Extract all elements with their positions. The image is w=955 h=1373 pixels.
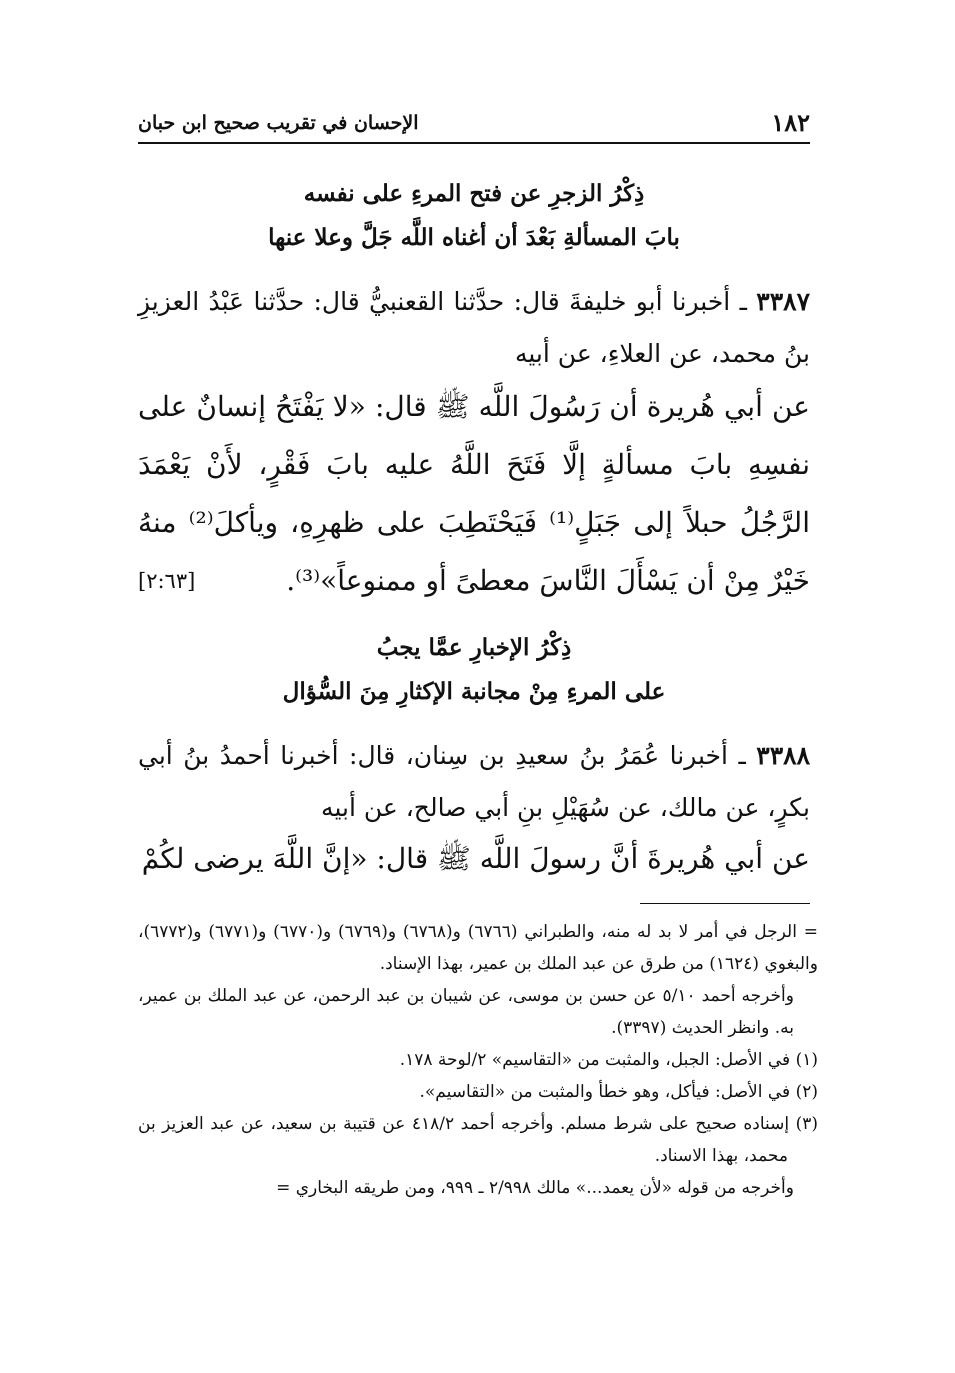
footnote-3: (٣) إسناده صحيح على شرط مسلم. وأخرجه أحمد ٤١٨/٢ عن قتيبة بن سعيد، عن عبد العزيز بن محمد، بهذا الاسناد. [138,1114,818,1166]
hadith-number: ٣٣٨٧ [756,287,810,316]
section-1-heading [138,172,810,260]
section-1-title-line-2: بابَ المسألةِ بَعْدَ أن أغناه اللَّه جَلَّ وعلا عنها [268,224,680,251]
source-reference: [٢:٦٣] [138,569,196,593]
header-divider [138,142,810,144]
hadith-number: ٣٣٨٨ [756,741,810,770]
isnad-text: ـ أخبرنا أبو خليفةَ قال: حدَّثنا القعنبيُّ قال: حدَّثنا عَبْدُ العزيزِ بنُ محمد، عن العلاءِ، عن أبيه [138,287,810,368]
section-2-title-line-2: على المرءِ مِنْ مجانبة الإكثارِ مِنَ السُّؤال [282,678,666,705]
matn-text: عن أبي هُريرة أن رَسُولَ اللَّه ﷺ قال: «لا يَفْتَحُ إنسانٌ على نفسِهِ بابَ مسألةٍ إلَّا فَتَحَ اللَّهُ عليه بابَ فَقْرٍ، لأَنْ يَعْمَدَ الرَّجُلُ حبلاً إلى جَبَلٍ⁽¹⁾ فَيَحْتَطِبَ على ظهرِهِ، ويأكلَ⁽²⁾ منهُ خَيْرٌ مِنْ أن يَسْأَلَ النَّاسَ معطىً أو ممنوعاً»⁽³⁾. [138,390,810,597]
hadith-3387-matn [138,378,810,610]
page-number: ١٨٢ [771,108,810,137]
isnad-text: ـ أخبرنا عُمَرُ بنُ سعيدِ بن سِنان، قال: أخبرنا أحمدُ بنُ أبي بكرٍ، عن مالك، عن سُهَيْلِ بنِ أبي صالح، عن أبيه [138,741,810,822]
footnote-extra: وأخرجه أحمد ٥/١٠ عن حسن بن موسى، عن شيبان بن عبد الرحمن، عن عبد الملك بن عمير، به. وانظر الحديث (٣٣٩٧). [138,986,794,1038]
book-title: الإحسان في تقريب صحيح ابن حبان [138,112,419,134]
hadith-3388-isnad [138,730,810,834]
footnotes [138,916,818,1204]
section-2-title-line-1: ذِكْرُ الإخبارِ عمَّا يجبُ [376,634,572,661]
hadith-3388-matn [138,830,810,888]
footnote-2: (٢) في الأصل: فيأكل، وهو خطأ والمثبت من «التقاسيم». [419,1082,818,1102]
footnote-1: (١) في الأصل: الجبل، والمثبت من «التقاسيم» ٢/لوحة ١٧٨. [399,1050,818,1070]
running-head [138,108,810,144]
hadith-3387-isnad [138,276,810,380]
section-1-title-line-1: ذِكْرُ الزجرِ عن فتح المرءِ على نفسه [303,180,645,207]
footnote-divider [640,903,810,904]
matn-text: عن أبي هُريرةَ أنَّ رسولَ اللَّه ﷺ قال: «إنَّ اللَّهَ يرضى لكُمْ [141,842,810,875]
footnote-continuation: = الرجل في أمر لا بد له منه، والطبراني (٦٧٦٦) و(٦٧٦٨) و(٦٧٦٩) و(٦٧٧٠) و(٦٧٧١) و(٦٧٧٢)، والبغوي (١٦٢٤) من طرق عن عبد الملك بن عمير، بهذا الإسناد. [138,922,819,974]
footnote-3-extra: وأخرجه من قوله «لأن يعمد...» مالك ٢/٩٩٨ ـ ٩٩٩، ومن طريقه البخاري = [276,1178,794,1198]
section-2-heading [138,626,810,714]
